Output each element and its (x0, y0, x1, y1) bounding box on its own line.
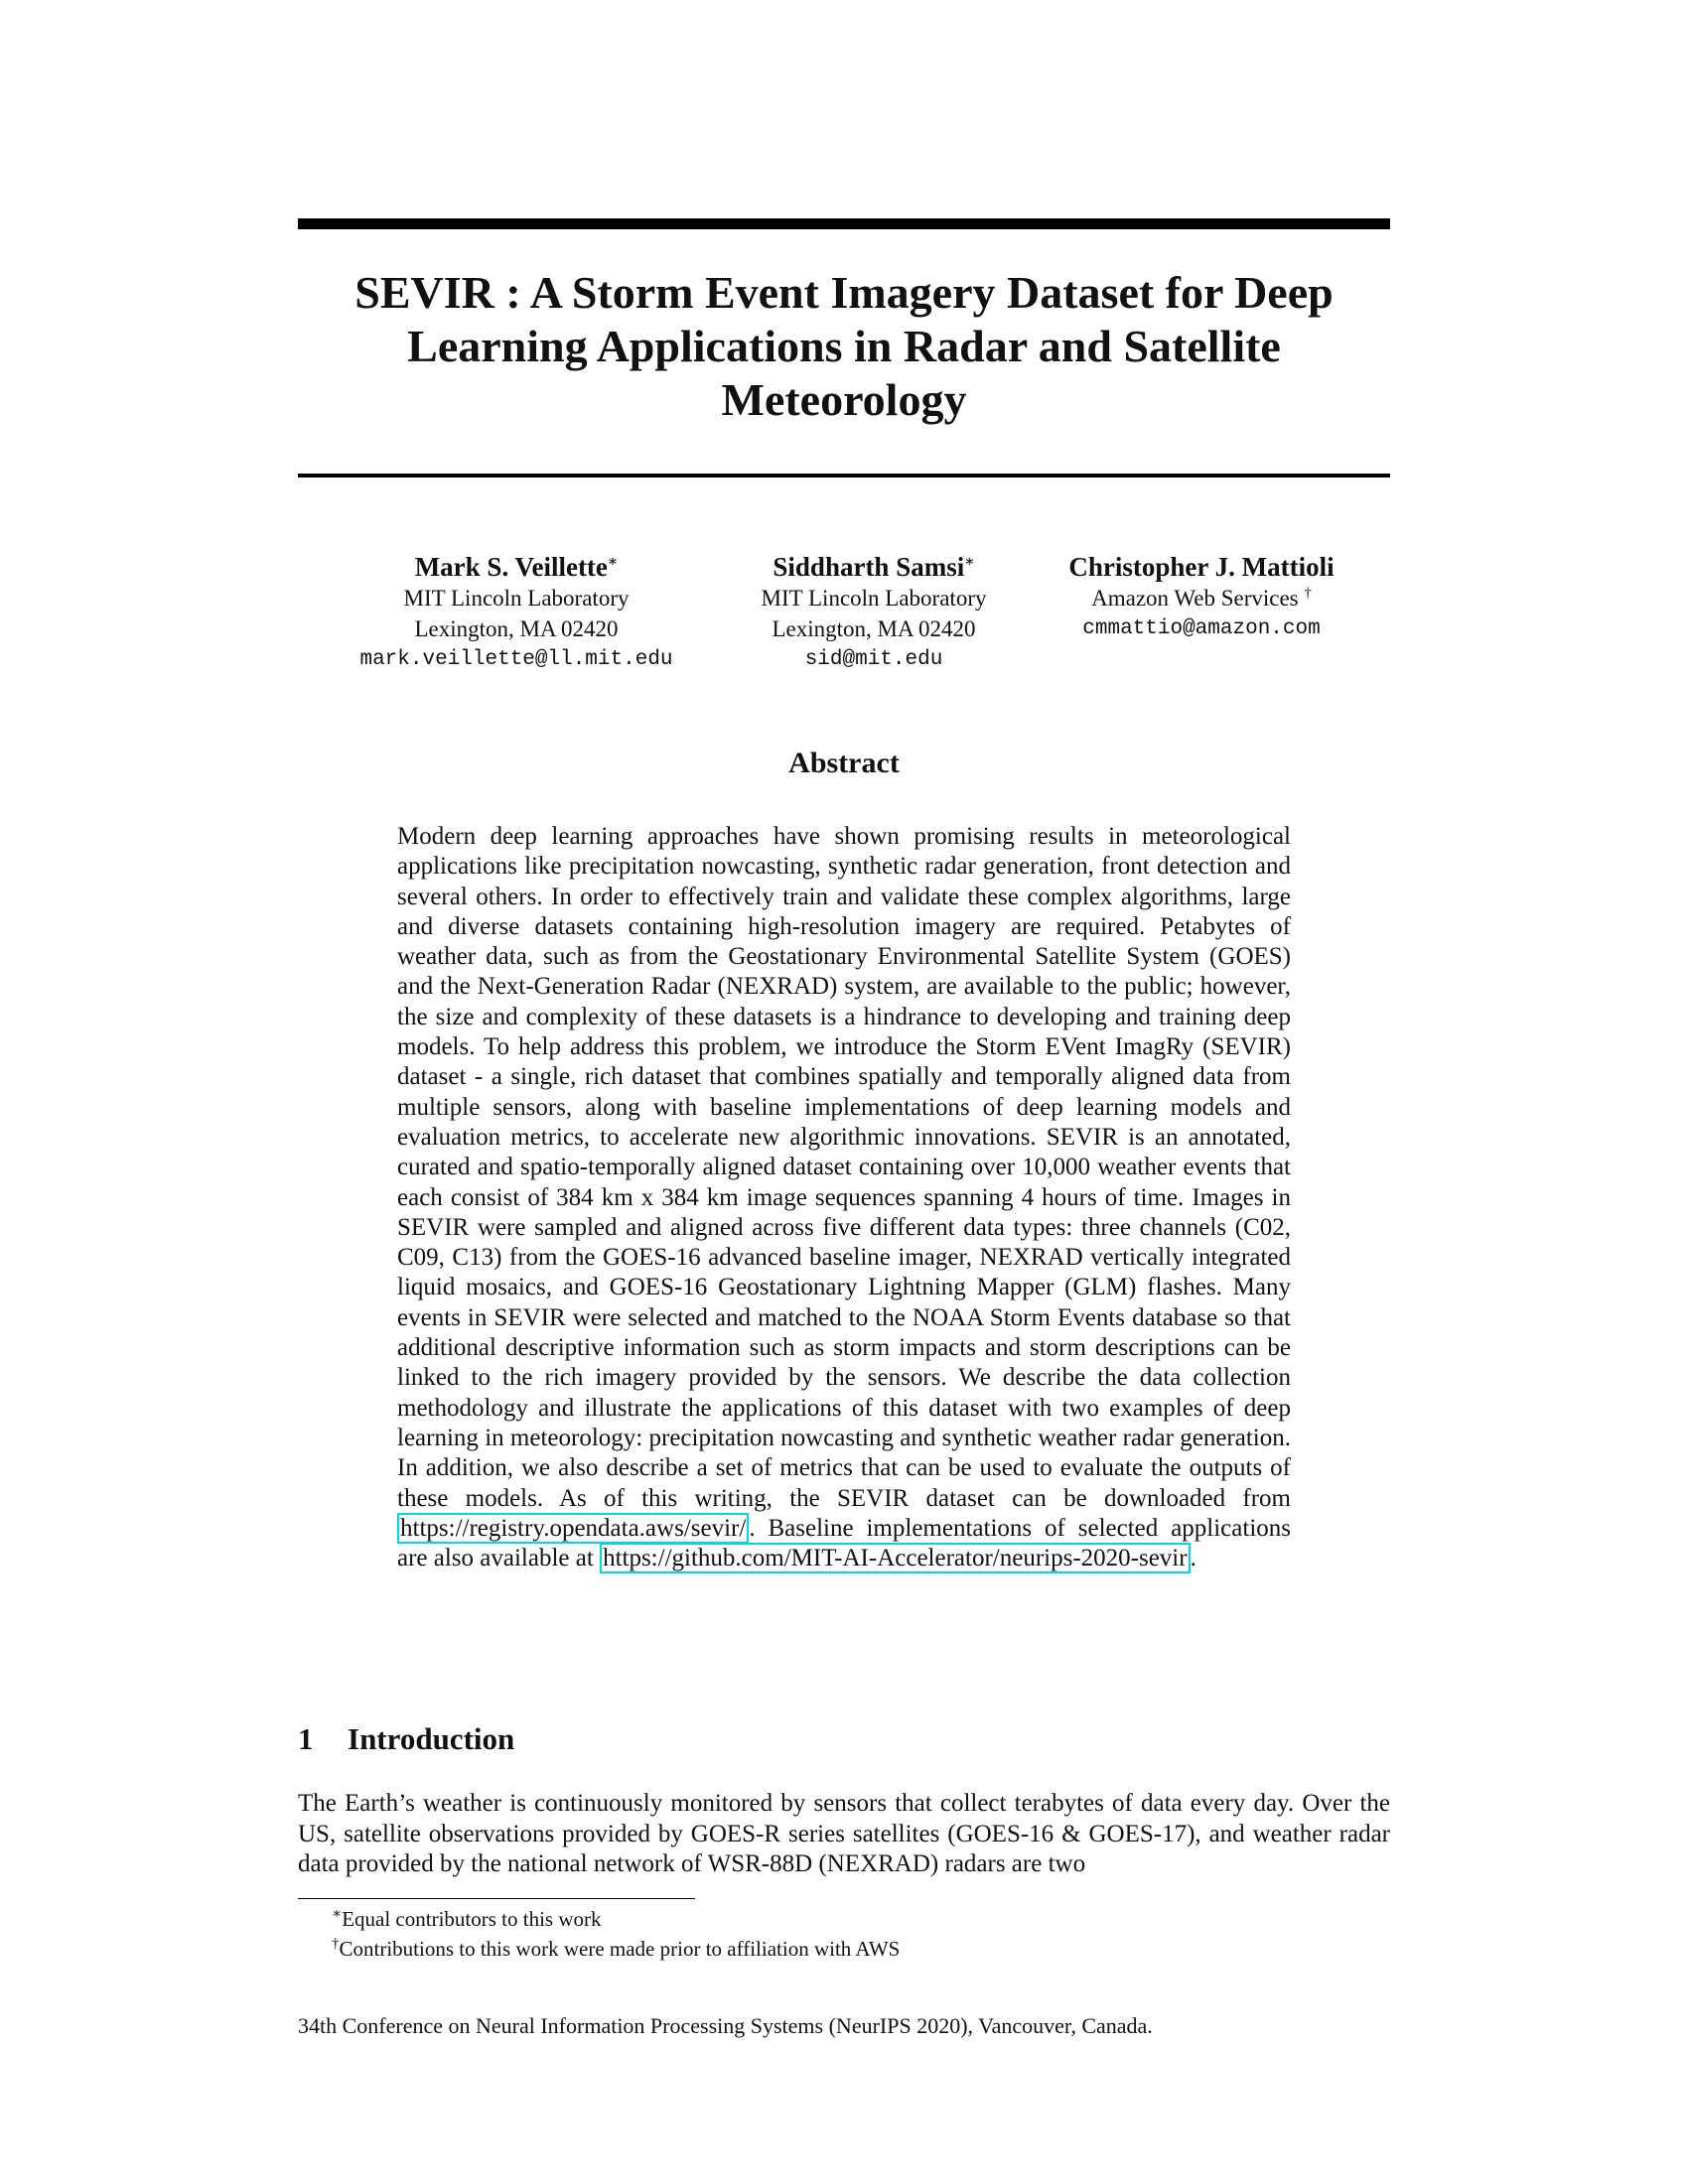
abstract-body-continued: . Baseline implementations of selected applications are also available at (397, 1514, 1291, 1572)
author-3-affiliation: Amazon Web Services (1091, 586, 1299, 611)
section-title: Introduction (348, 1721, 515, 1756)
introduction-paragraph: The Earth’s weather is continuously monitored by sensors that collect terabytes of data every day. Over the US, satellite observations provided by GOES-R series satellites (GOES-16 & GOES-17), and weather radar data provided by the national network of WSR-88D (NEXRAD) radars are two (298, 1790, 1390, 1877)
abstract-end-period: . (1190, 1545, 1196, 1572)
paper-title (298, 266, 1390, 427)
section-heading-introduction (298, 1721, 514, 1757)
author-1-affiliation: MIT Lincoln Laboratory (403, 586, 630, 611)
footnote-2-mark: † (332, 1936, 340, 1952)
title-line-1: SEVIR : A Storm Event Imagery Dataset for Deep (354, 267, 1334, 318)
footnotes (332, 1904, 900, 1964)
author-block (0, 551, 1688, 680)
footnote-2-text: Contributions to this work were made prior to affiliation with AWS (339, 1937, 901, 1961)
author-2-mark: ∗ (964, 554, 975, 570)
title-line-3: Meteorology (721, 374, 967, 425)
author-3 (1048, 551, 1355, 644)
abstract-text (397, 822, 1291, 1573)
author-1 (328, 551, 705, 675)
author-3-name: Christopher J. Mattioli (1068, 552, 1335, 582)
sevir-registry-link[interactable]: https://registry.opendata.aws/sevir/ (397, 1513, 749, 1544)
author-3-mark: † (1304, 585, 1312, 602)
title-top-rule (298, 218, 1390, 229)
author-2-email[interactable]: sid@mit.edu (804, 648, 943, 671)
title-line-2: Learning Applications in Radar and Satellite (407, 321, 1281, 371)
abstract-body: Modern deep learning approaches have shown promising results in meteorological applications like precipitation nowcasting, synthetic radar generation, front detection and several others. In order to effectively train and validate these complex algorithms, large and diverse datasets containing high-resolution imagery are required. Petabytes of weather data, such as from the Geostationary Environmental Satellite System (GOES) and the Next-Generation Radar (NEXRAD) system, are available to the public; however, the size and complexity of these datasets is a hindrance to developing and training deep models. To help address this problem, we introduce the Storm EVent ImagRy (SEVIR) dataset - a single, rich dataset that combines spatially and temporally aligned data from multiple sensors, along with baseline implementations of deep learning models and evaluation metrics, to accelerate new algorithmic innovations. SEVIR is an annotated, curated and spatio-temporally aligned dataset containing over 10,000 weather events that each consist of 384 km x 384 km image sequences spanning 4 hours of time. Images in SEVIR were sampled and aligned across five different data types: three channels (C02, C09, C13) from the GOES-16 advanced baseline imager, NEXRAD vertically integrated liquid mosaics, and GOES-16 Geostationary Lightning Mapper (GLM) flashes. Many events in SEVIR were selected and matched to the NOAA Storm Events database so that additional descriptive information such as storm impacts and storm descriptions can be linked to the rich imagery provided by the sensors. We describe the data collection methodology and illustrate the applications of this dataset with two examples of deep learning in meteorology: precipitation nowcasting and synthetic weather radar generation. In addition, we also describe a set of metrics that can be used to evaluate the outputs of these models. As of this writing, the SEVIR dataset can be downloaded from (397, 823, 1291, 1512)
footnote-rule (298, 1898, 695, 1899)
section-number: 1 (298, 1721, 314, 1756)
footnote-1-text: Equal contributors to this work (342, 1907, 602, 1931)
footnote-1 (332, 1904, 900, 1934)
author-3-email[interactable]: cmmattio@amazon.com (1082, 617, 1321, 640)
abstract-heading: Abstract (788, 747, 900, 779)
footnote-2 (332, 1934, 900, 1964)
author-1-address: Lexington, MA 02420 (414, 616, 619, 641)
conference-footer: 34th Conference on Neural Information Processing Systems (NeurIPS 2020), Vancouver, Canada. (298, 2013, 1153, 2038)
author-2-name: Siddharth Samsi (773, 552, 965, 582)
author-1-email[interactable]: mark.veillette@ll.mit.edu (359, 648, 673, 671)
author-1-name: Mark S. Veillette (414, 552, 608, 582)
author-2 (695, 551, 1053, 675)
title-bottom-rule (298, 474, 1390, 478)
author-1-mark: ∗ (607, 554, 619, 570)
footnote-1-mark: ∗ (332, 1906, 343, 1922)
github-repo-link[interactable]: https://github.com/MIT-AI-Accelerator/neurips-2020-sevir (600, 1543, 1191, 1573)
author-2-address: Lexington, MA 02420 (772, 616, 976, 641)
author-2-affiliation: MIT Lincoln Laboratory (761, 586, 987, 611)
